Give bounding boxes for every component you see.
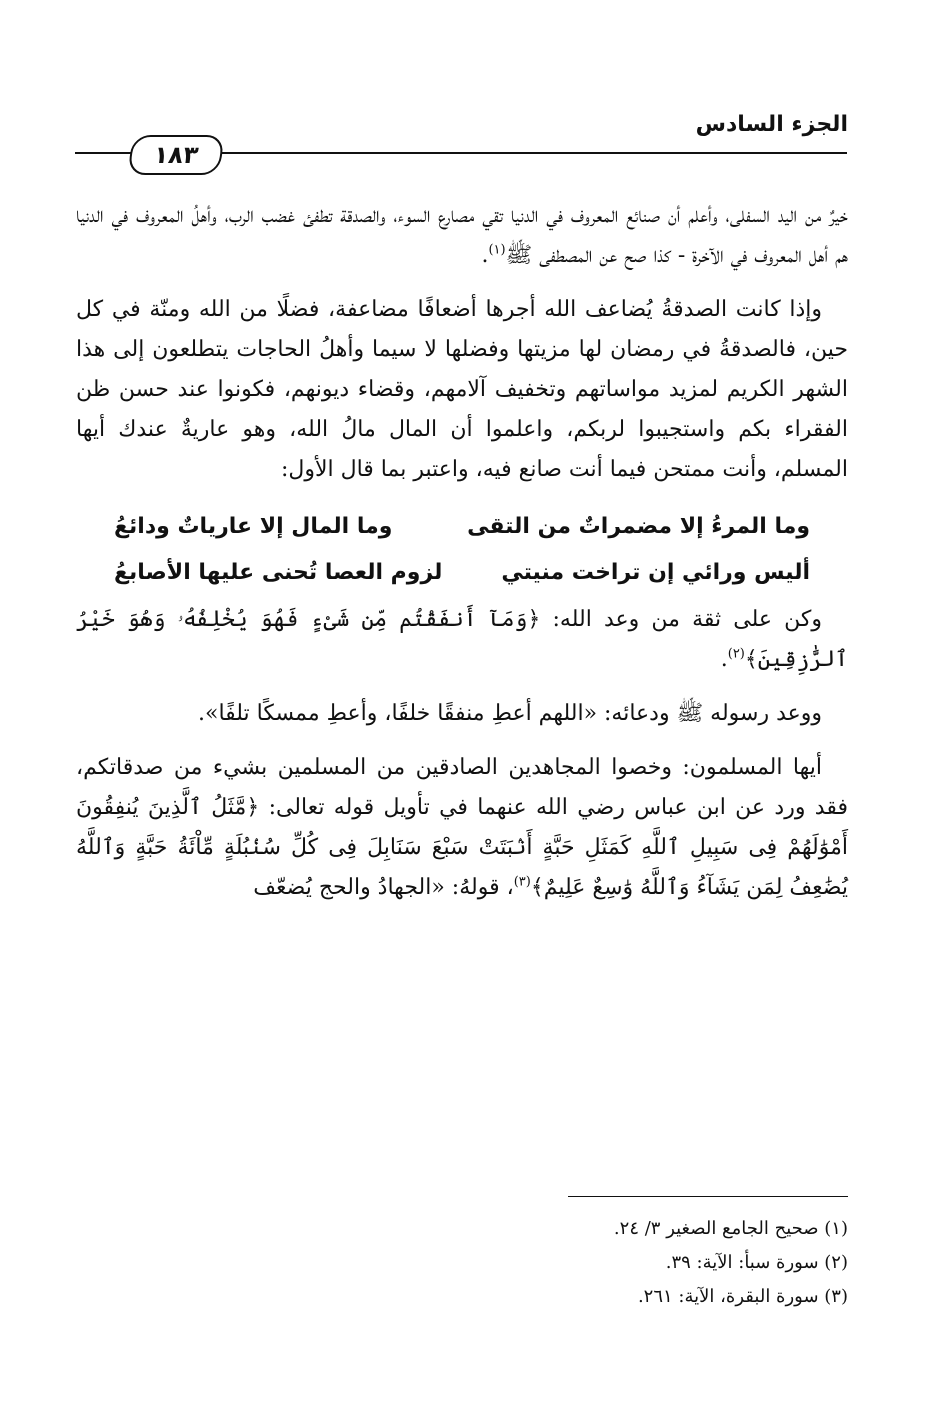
footnote-ref-1: (١) [488, 242, 506, 258]
verse-1-second-hemistich: وما المال إلا عارياتٌ ودائعُ [114, 514, 393, 539]
paragraph-2: وإذا كانت الصدقةُ يُضاعف الله أجرها أضعافًا مضاعفة، فضلًا من الله ومنّة في كل حين، فالصدقةُ في رمضان لها مزيتها وفضلها لا سيما وأهلُ الحاجات يتطلعون إلى هذا الشهر الكريم لمزيد مواساتهم وتخفيف آلامهم، وقضاء ديونهم، فكونوا عند حسن ظن الفقراء بكم واستجيبوا لربكم، واعلموا أن المال مالُ الله، وهو عاريةٌ عندك أيها المسلم، وأنت ممتحن فيما أنت صانع فيه، واعتبر بما قال الأول: [76, 297, 848, 482]
paragraph-4: ووعد رسوله ﷺ ودعائه: «اللهم أعطِ منفقًا خلفًا، وأعطِ ممسكًا تلفًا». [197, 701, 822, 726]
verse-line-1 [76, 504, 848, 550]
verse-2-first-hemistich: أليس ورائي إن تراخت منيتي [501, 560, 810, 585]
footnote-1: (١) صحيح الجامع الصغير ٣/ ٢٤. [613, 1218, 848, 1239]
footnote-3: (٣) سورة البقرة، الآية: ٢٦١. [637, 1286, 848, 1307]
paragraph-3 [76, 600, 848, 680]
paragraph-3-lead: وكن على ثقة من وعد الله: [552, 607, 822, 632]
verse-1-first-hemistich: وما المرءُ إلا مضمراتٌ من التقى [467, 514, 810, 539]
quran-quote-2: ﴿مَّثَلُ ٱلَّذِينَ يُنفِقُونَ أَمْوَٰلَهُمْ فِى سَبِيلِ ٱللَّهِ كَمَثَلِ حَبَّةٍ أَنۢبَتَتْ سَبْعَ سَنَابِلَ فِى كُلِّ سُنۢبُلَةٍ مِّاْئَةُ حَبَّةٍ وَٱللَّهُ يُضَٰعِفُ لِمَن يَشَآءُ وَٱللَّهُ وَٰسِعٌ عَلِيمٌ﴾ [76, 795, 848, 900]
verse-2-second-hemistich: لزوم العصا تُحنى عليها الأصابعُ [114, 560, 443, 585]
paragraph-1-text: خيرٌ من اليد السفلى، وأعلم أن صنائع المعروف في الدنيا تقي مصارع السوء، والصدقة تطفئ غضب الرب، وأهلُ المعروف في الدنيا هم أهل المعروف في الآخرة - كذا صح عن المصطفى ﷺ [76, 203, 848, 268]
paragraph-5-lead: أيها المسلمون: وخصوا المجاهدين الصادقين من المسلمين بشيء من صدقاتكم، فقد ورد عن ابن عباس رضي الله عنهما في تأويل قوله تعالى: [76, 755, 848, 820]
footnotes [76, 1212, 848, 1314]
paragraph-5 [76, 748, 848, 908]
paragraph-3-end: . [720, 647, 728, 672]
page-number: ١٨٣ [152, 141, 200, 169]
poetry-verses [76, 504, 848, 596]
footnote-2: (٢) سورة سبأ: الآية: ٣٩. [665, 1252, 848, 1273]
verse-line-2 [76, 550, 848, 596]
paragraph-5-end: ، قولهُ: «الجهادُ والحج يُضعّف [253, 875, 514, 900]
footnote-ref-3: (٣) [513, 874, 531, 890]
paragraph-1 [76, 196, 848, 276]
running-header-title: الجزء السادس [695, 112, 848, 137]
quran-quote-1: ﴿وَمَآ أَنفَقْتُم مِّن شَىْءٍ فَهُوَ يُخْلِفُهُۥ وَهُوَ خَيْرُ ٱلرَّٰزِقِينَ﴾ [76, 607, 848, 672]
footnote-ref-2: (٢) [727, 646, 745, 662]
paragraph-1-end: . [481, 243, 489, 268]
main-text [76, 196, 848, 922]
page-number-badge [127, 135, 225, 175]
footnote-rule [568, 1196, 848, 1197]
